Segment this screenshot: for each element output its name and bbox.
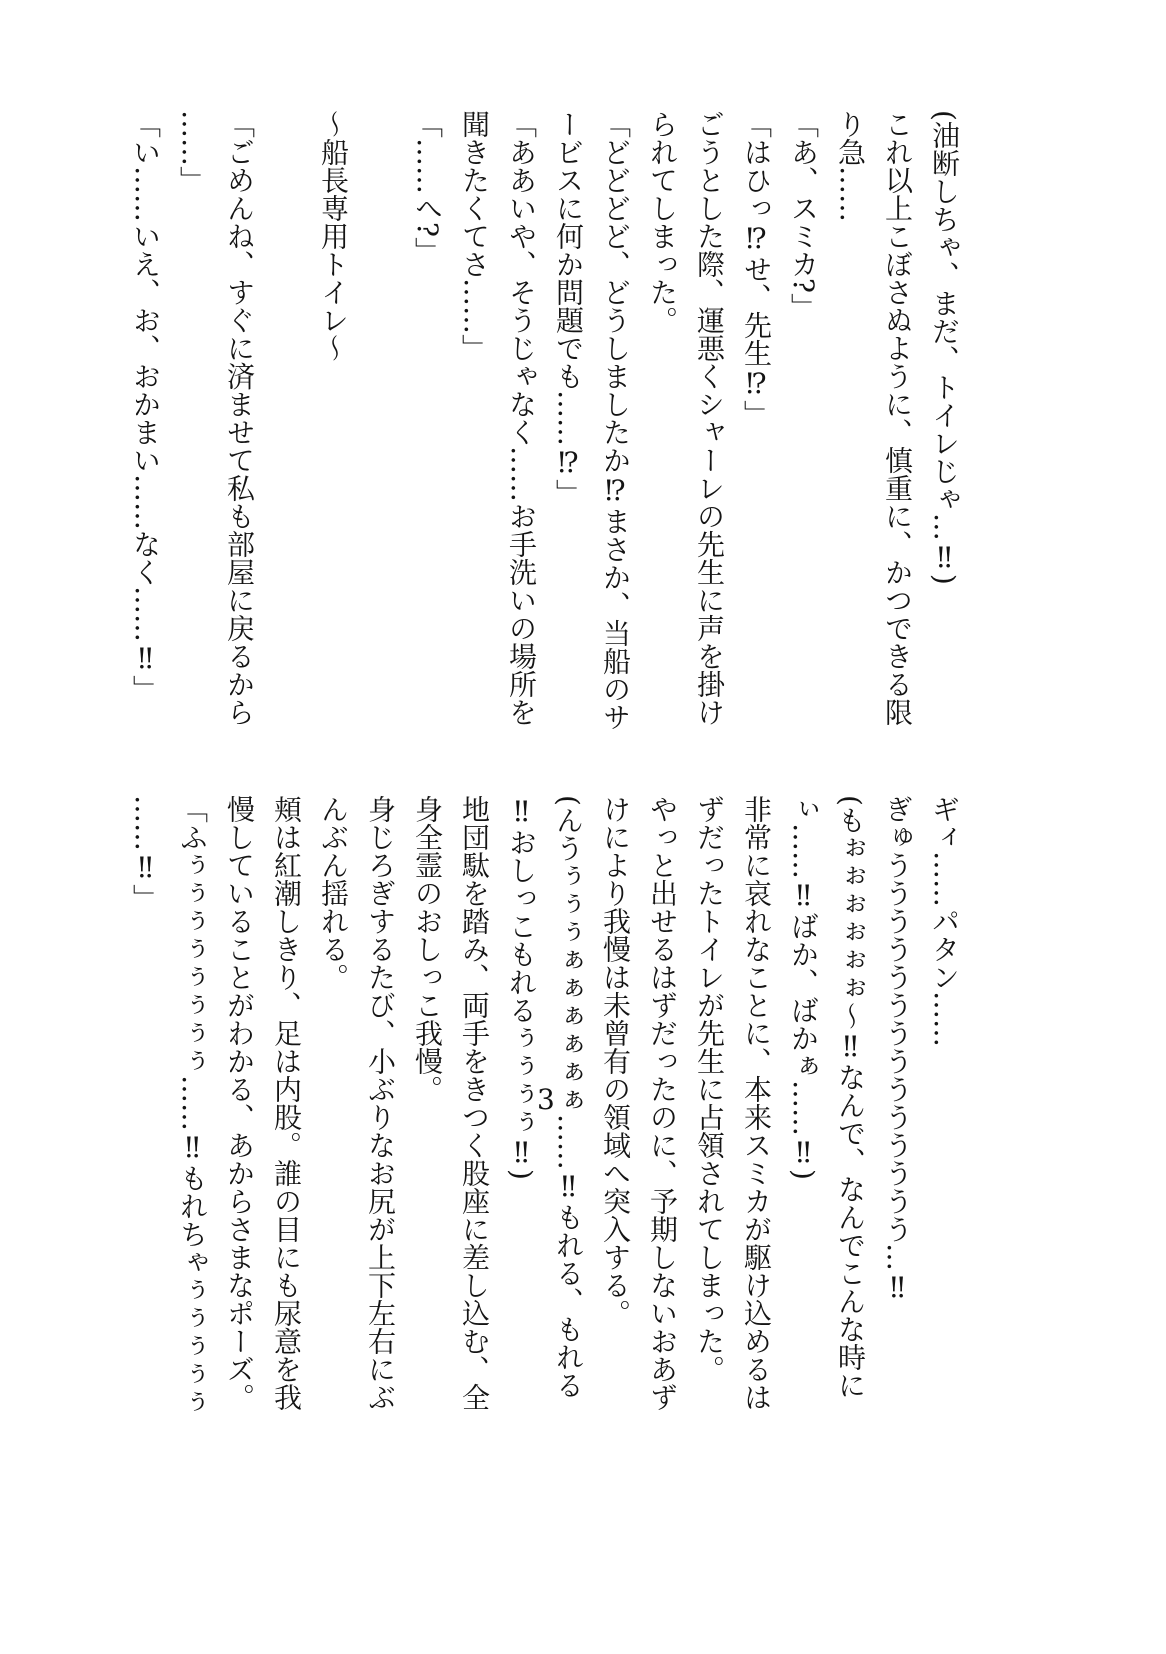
text-column: ずだったトイレが先生に占領されてしまった。 (693, 795, 726, 1383)
upper-text-block (122, 110, 968, 740)
text-column: ぎゅうううううううううううううう…‼ (881, 795, 914, 1304)
text-column: これ以上こぼさぬように、慎重に、かつできる限 (881, 110, 914, 726)
text-column: 聞きたくてさ……」 (458, 110, 491, 362)
text-column: (もぉぉぉぉぉぉ〜‼なんで、なんでこんな時に (834, 795, 867, 1399)
text-column: ぃ……‼ばか、ばかぁ……‼) (787, 795, 820, 1180)
text-column: 「い……いえ、お、おかまい……なく……‼」 (129, 110, 162, 703)
text-column: ごうとした際、運悪くシャーレの先生に声を掛け (693, 110, 726, 726)
text-column: られてしまった。 (646, 110, 679, 334)
scene-heading: 〜船長専用トイレ〜 (317, 110, 350, 362)
text-column: ……‼」 (129, 795, 162, 912)
text-column: 「はひっ⁉せ、先生⁉」 (740, 110, 773, 428)
text-column: 「ああいや、そうじゃなく……お手洗いの場所を (505, 110, 538, 726)
text-column: 「どどどど、どうしましたか⁉まさか、当船のサ (599, 110, 632, 731)
text-column: ‼おしっこもれるぅぅぅぅ‼) (505, 795, 538, 1180)
blank-column (357, 110, 404, 120)
text-column: 頬は紅潮しきり、足は内股。誰の目にも尿意を我 (270, 795, 303, 1411)
text-column: 「……へ?」 (411, 110, 444, 266)
text-column: 地団駄を踏み、両手をきつく股座に差し込む、全 (458, 795, 491, 1411)
text-column: んぶん揺れる。 (317, 795, 350, 991)
text-column: 身全霊のおしっこ我慢。 (411, 795, 444, 1103)
blank-column (263, 110, 310, 120)
text-column: ギィ……パタン…… (928, 795, 961, 1047)
text-column: (んうぅぅぅぁぁぁぁぁぁ……‼もれる、もれる (552, 795, 585, 1399)
text-column: ……」 (176, 110, 209, 194)
text-column: 非常に哀れなことに、本来スミカが駆け込めるは (740, 795, 773, 1411)
text-column: 「ふぅぅぅぅぅぅぅぅ……‼もれちゃぅぅぅぅぅ (176, 795, 209, 1416)
page-number: 3 (537, 1083, 555, 1116)
text-column: 身じろぎするたび、小ぶりなお尻が上下左右にぶ (364, 795, 397, 1411)
text-column: ービスに何か問題でも……⁉」 (552, 110, 585, 507)
text-column: 「ごめんね、すぐに済ませて私も部屋に戻るから (223, 110, 256, 726)
text-column: 「あ、スミカ?」 (787, 110, 820, 322)
text-column: けにより我慢は未曾有の領域へ突入する。 (599, 795, 632, 1327)
text-column: 慢していることがわかる、あからさまなポーズ。 (223, 795, 256, 1411)
text-column: り急…… (834, 110, 867, 222)
text-column: やっと出せるはずだったのに、予期しないおあず (646, 795, 679, 1411)
text-column: (油断しちゃ、まだ、トイレじゃ…‼) (928, 110, 961, 585)
